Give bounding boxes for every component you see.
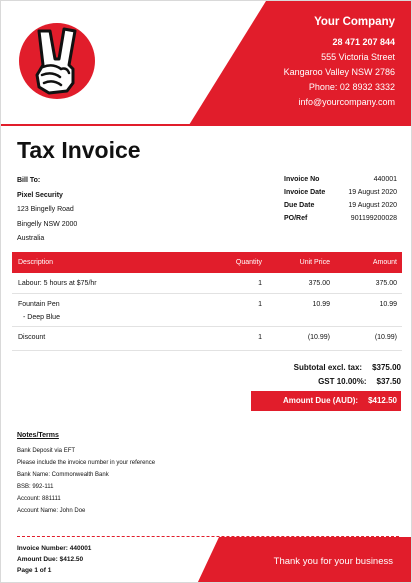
gst-value: $37.50 — [376, 377, 401, 386]
notes-line: Bank Name: Commonwealth Bank — [17, 472, 109, 478]
cell-amount: (10.99) — [374, 334, 397, 341]
footer-invoice-number: Invoice Number: 440001 — [17, 545, 92, 552]
meta-key: Invoice No — [284, 176, 320, 183]
cell-description: Fountain Pen — [18, 301, 60, 308]
cell-description-group — [12, 294, 197, 321]
amount-due-value: $412.50 — [368, 396, 397, 405]
line-items-table — [12, 252, 402, 351]
bill-to-label: Bill To: — [17, 177, 41, 184]
cell-quantity: 1 — [258, 301, 262, 308]
subtotal-row — [251, 361, 401, 375]
cell-description-sub: - Deep Blue — [23, 314, 60, 321]
header-unit-price: Unit Price — [299, 259, 330, 266]
notes-line: Bank Deposit via EFT — [17, 448, 76, 454]
company-name: Your Company — [314, 16, 395, 28]
table-row — [12, 294, 402, 327]
meta-row-invoice-date — [284, 186, 397, 199]
gst-row — [251, 375, 401, 389]
header-description: Description — [18, 259, 54, 266]
header-divider — [1, 124, 412, 126]
meta-row-invoice-no — [284, 173, 397, 186]
cell-unit-price: 10.99 — [312, 301, 330, 308]
notes-line: BSB: 992-111 — [17, 484, 54, 490]
gst-label: GST 10.00%: — [318, 377, 367, 386]
header-amount: Amount — [372, 259, 397, 266]
notes-line: Account Name: John Doe — [17, 508, 86, 514]
table-row — [12, 273, 402, 294]
cell-amount: 10.99 — [379, 301, 397, 308]
footer-page: Page 1 of 1 — [17, 567, 52, 574]
peace-hand-icon — [17, 21, 97, 101]
notes-line: Please include the invoice number in your reference — [17, 460, 156, 466]
bill-to-city: Bingelly NSW 2000 — [17, 220, 78, 228]
company-address-line2: Kangaroo Valley NSW 2786 — [283, 67, 395, 77]
meta-value: 19 August 2020 — [348, 202, 397, 209]
company-abn: 28 471 207 844 — [332, 37, 395, 47]
bill-to-block — [17, 174, 77, 247]
company-phone: Phone: 02 8932 3332 — [308, 82, 395, 92]
notes-line: Account: 881111 — [17, 496, 61, 502]
footer-amount-due: Amount Due: $412.50 — [17, 556, 84, 563]
company-email[interactable]: info@yourcompany.com — [298, 97, 395, 107]
bill-to-street: 123 Bingelly Road — [17, 206, 74, 213]
subtotal-value: $375.00 — [372, 363, 401, 372]
company-address-line1: 555 Victoria Street — [321, 52, 395, 62]
cell-unit-price: 375.00 — [308, 280, 330, 287]
meta-value: 19 August 2020 — [348, 189, 397, 196]
notes-terms — [17, 430, 155, 517]
cell-quantity: 1 — [258, 280, 262, 287]
header-quantity: Quantity — [235, 259, 262, 266]
cell-description: Labour: 5 hours at $75/hr — [18, 280, 97, 287]
invoice-meta — [284, 173, 397, 225]
table-row — [12, 327, 402, 351]
cell-amount: 375.00 — [375, 280, 397, 287]
meta-key: Due Date — [284, 202, 315, 209]
bill-to-country: Australia — [17, 235, 45, 242]
document-title: Tax Invoice — [17, 137, 141, 163]
bill-to-name: Pixel Security — [17, 191, 63, 199]
meta-key: Invoice Date — [284, 189, 326, 196]
amount-due-label: Amount Due (AUD): — [282, 396, 359, 405]
cell-quantity: 1 — [258, 334, 262, 341]
meta-key: PO/Ref — [284, 215, 308, 222]
footer-thanks: Thank you for your business — [273, 556, 393, 567]
meta-row-po-ref — [284, 212, 397, 225]
cell-description: Discount — [18, 334, 46, 341]
footer-summary — [17, 543, 91, 576]
meta-value: 440001 — [373, 176, 397, 183]
meta-row-due-date — [284, 199, 397, 212]
table-header — [12, 252, 402, 273]
amount-due-row — [251, 391, 401, 411]
totals-block — [251, 361, 401, 411]
meta-value: 901199200028 — [350, 215, 397, 222]
cell-unit-price: (10.99) — [307, 334, 330, 341]
company-info — [284, 15, 395, 110]
notes-heading: Notes/Terms — [17, 432, 59, 439]
subtotal-label: Subtotal excl. tax: — [293, 363, 363, 372]
